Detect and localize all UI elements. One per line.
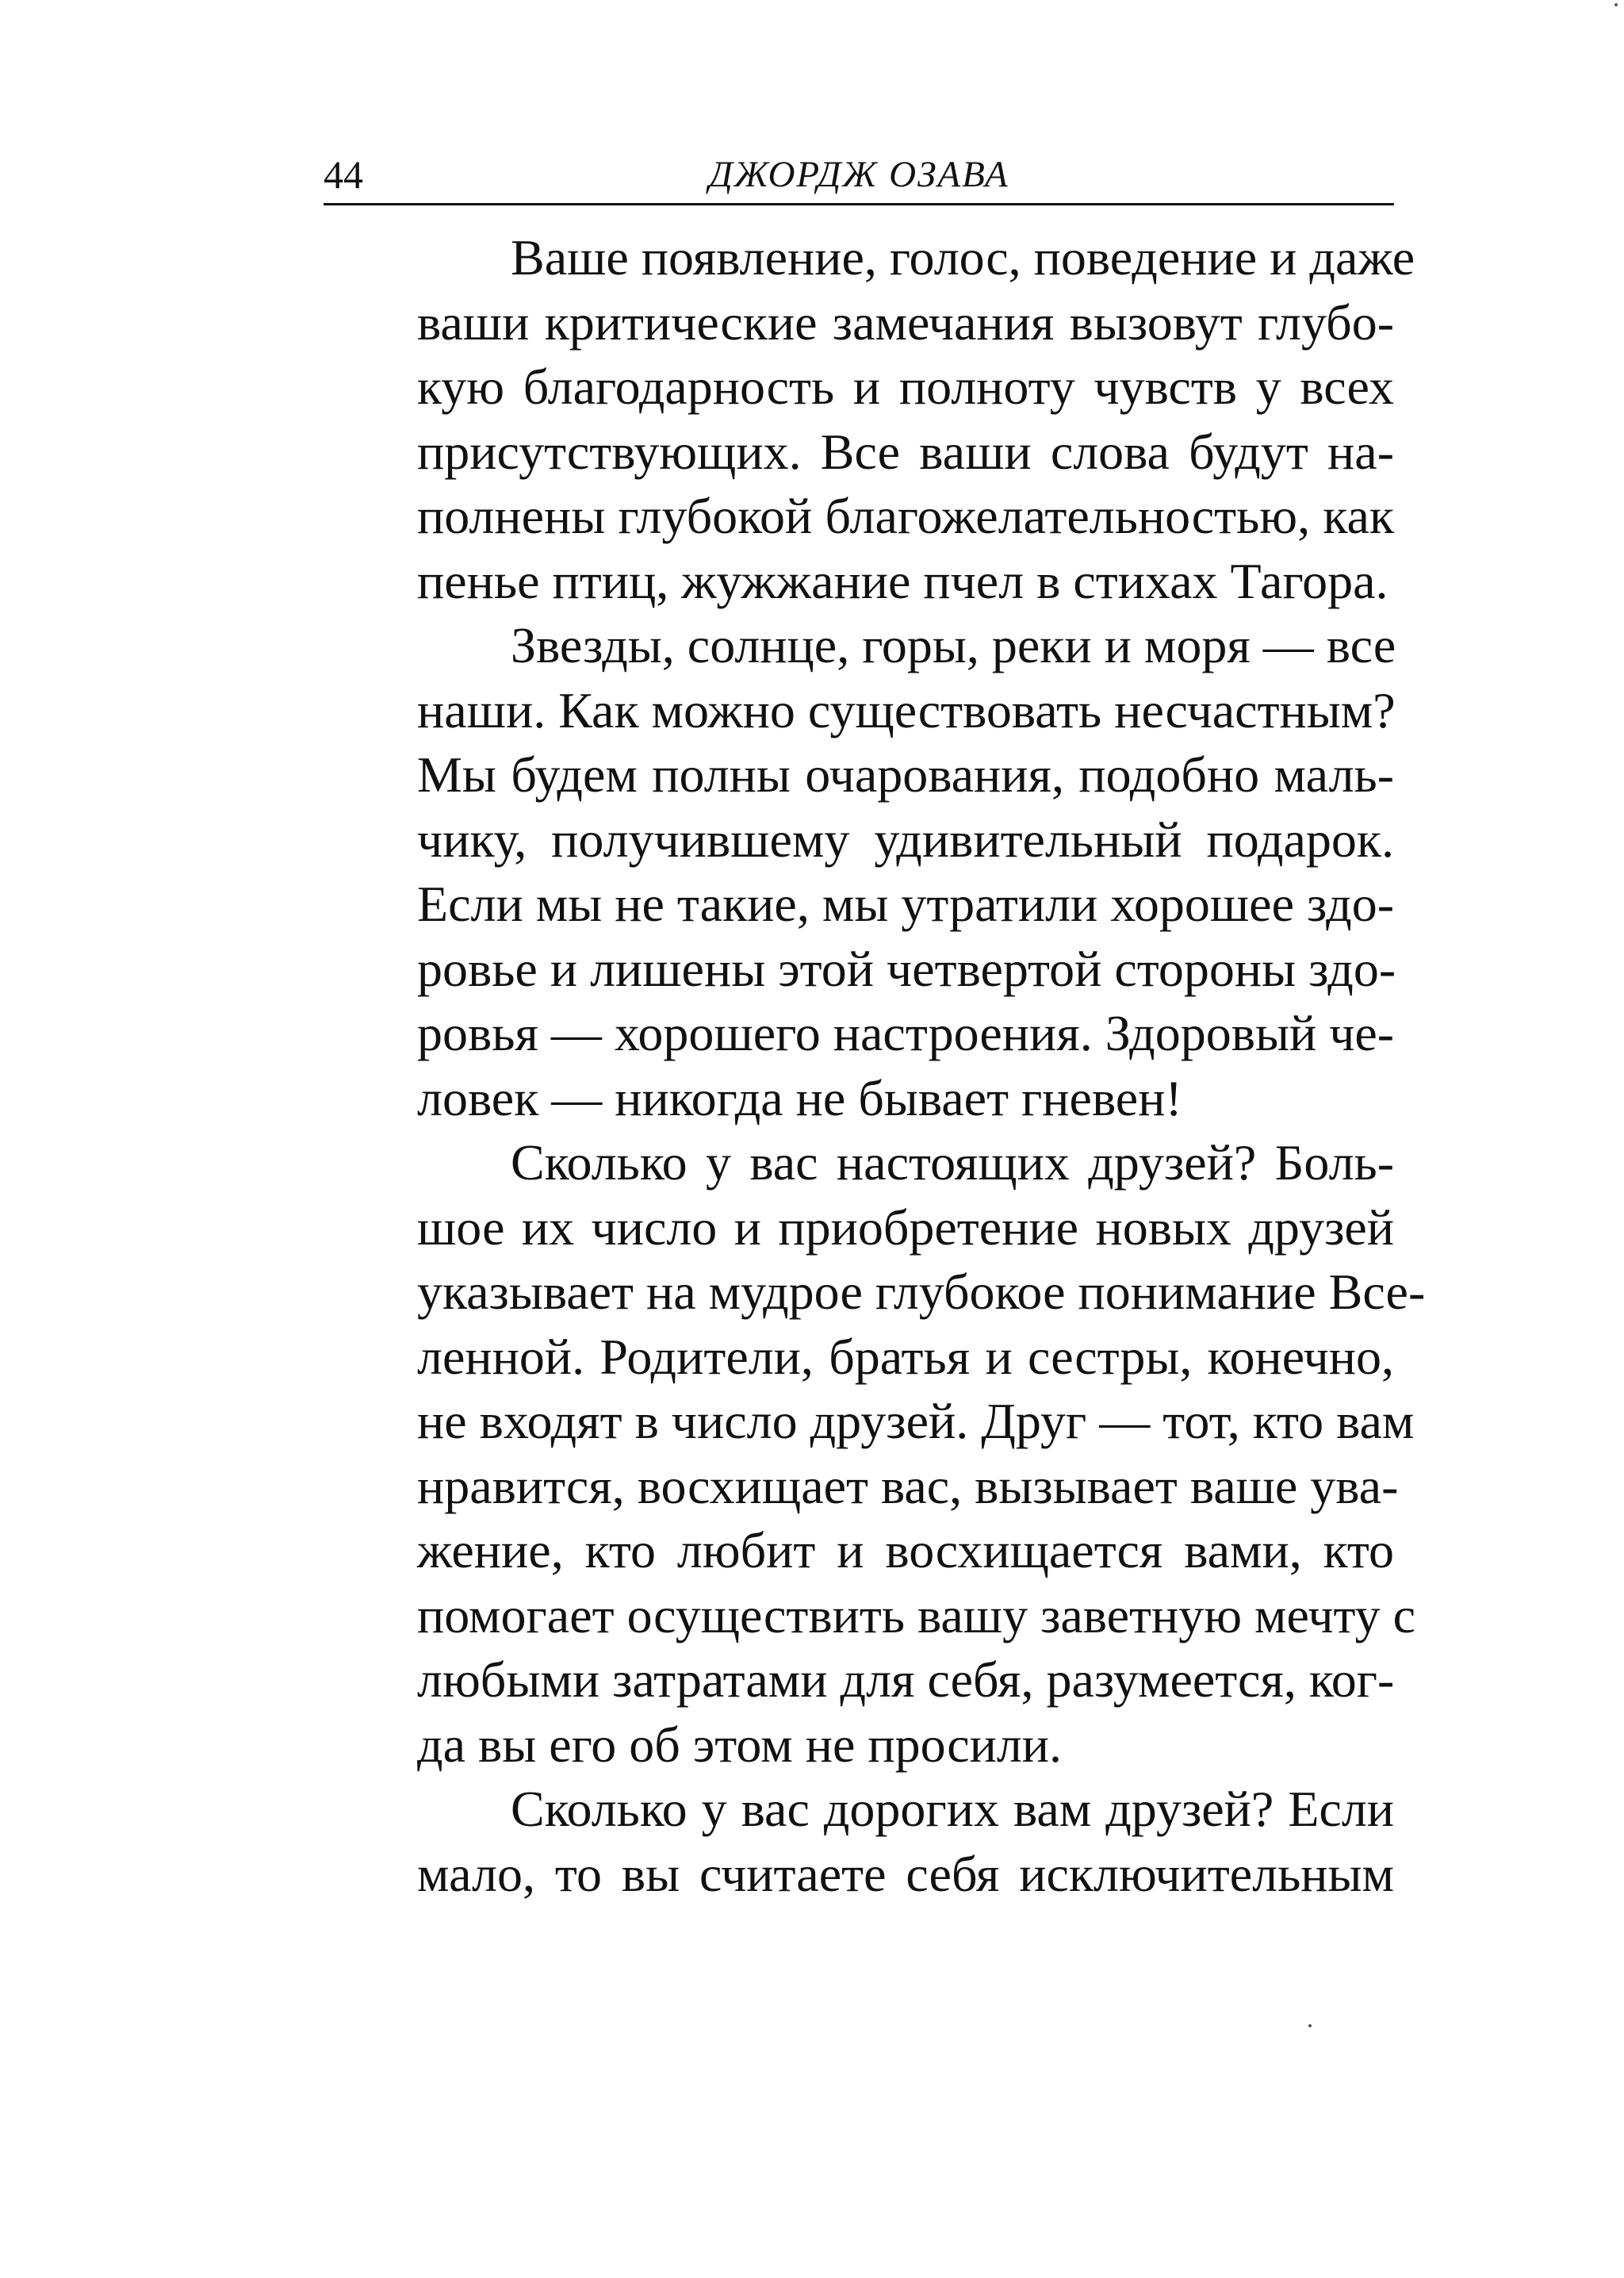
running-title: ДЖОРДЖ ОЗАВА — [709, 154, 1009, 195]
text-line: ваши критические замечания вызовут глубо- — [417, 293, 1394, 351]
text-line: мало, то вы считаете себя исключительным — [417, 1845, 1394, 1902]
text-line: ловек — никогда не бывает гневен! — [417, 1069, 1182, 1126]
text-line: чику, получившему удивительный подарок. — [417, 811, 1394, 868]
scan-speck — [1308, 2024, 1312, 2027]
text-line: Сколько у вас дорогих вам друзей? Если — [511, 1781, 1394, 1837]
text-line: Ваше появление, голос, поведение и даже — [511, 229, 1415, 286]
text-line: Мы будем полны очарования, подобно маль- — [417, 746, 1394, 803]
text-line: жение, кто любит и восхищается вами, кто — [417, 1522, 1394, 1578]
text-line: пенье птиц, жужжание пчел в стихах Тагора. — [417, 552, 1388, 609]
text-line: ровье и лишены этой четвертой стороны здо- — [417, 940, 1396, 997]
text-line: наши. Как можно существовать несчастным? — [417, 681, 1396, 738]
text-line: кую благодарность и полноту чувств у всех — [417, 359, 1394, 415]
text-line: Сколько у вас настоящих друзей? Боль- — [511, 1134, 1394, 1191]
running-head — [324, 151, 1394, 198]
page-number: 44 — [324, 152, 363, 197]
text-line: шое их число и приобретение новых друзей — [417, 1198, 1394, 1256]
text-line: ровья — хорошего настроения. Здоровый че- — [417, 1005, 1395, 1061]
paragraph-3 — [324, 1130, 1426, 1777]
text-line: не входят в число друзей. Друг — тот, кто вам — [417, 1393, 1415, 1449]
text-line: любыми затратами для себя, разумеется, ког- — [417, 1651, 1395, 1708]
text-line: указывает на мудрое глубокое понимание Все- — [417, 1264, 1426, 1320]
text-line: помогает осуществить вашу заветную мечту с — [417, 1586, 1416, 1643]
text-line: ленной. Родители, братья и сестры, конечно, — [417, 1328, 1394, 1385]
text-line: да вы его об этом не просили. — [417, 1716, 1063, 1773]
text-line: нравится, восхищает вас, вызывает ваше ува- — [417, 1457, 1399, 1514]
paragraph-1 — [324, 225, 1415, 613]
scan-speck — [1614, 3, 1618, 6]
header-rule — [324, 203, 1394, 205]
body-text — [324, 225, 1426, 1906]
text-line: полнены глубокой благожелательностью, как — [417, 488, 1394, 544]
paragraph-4 — [324, 1777, 1394, 1906]
text-line: Звезды, солнце, горы, реки и моря — все — [511, 617, 1396, 673]
text-line: присутствующих. Все ваши слова будут на- — [417, 423, 1394, 480]
text-line: Если мы не такие, мы утратили хорошее здо- — [417, 876, 1394, 932]
paragraph-2 — [324, 613, 1394, 1130]
